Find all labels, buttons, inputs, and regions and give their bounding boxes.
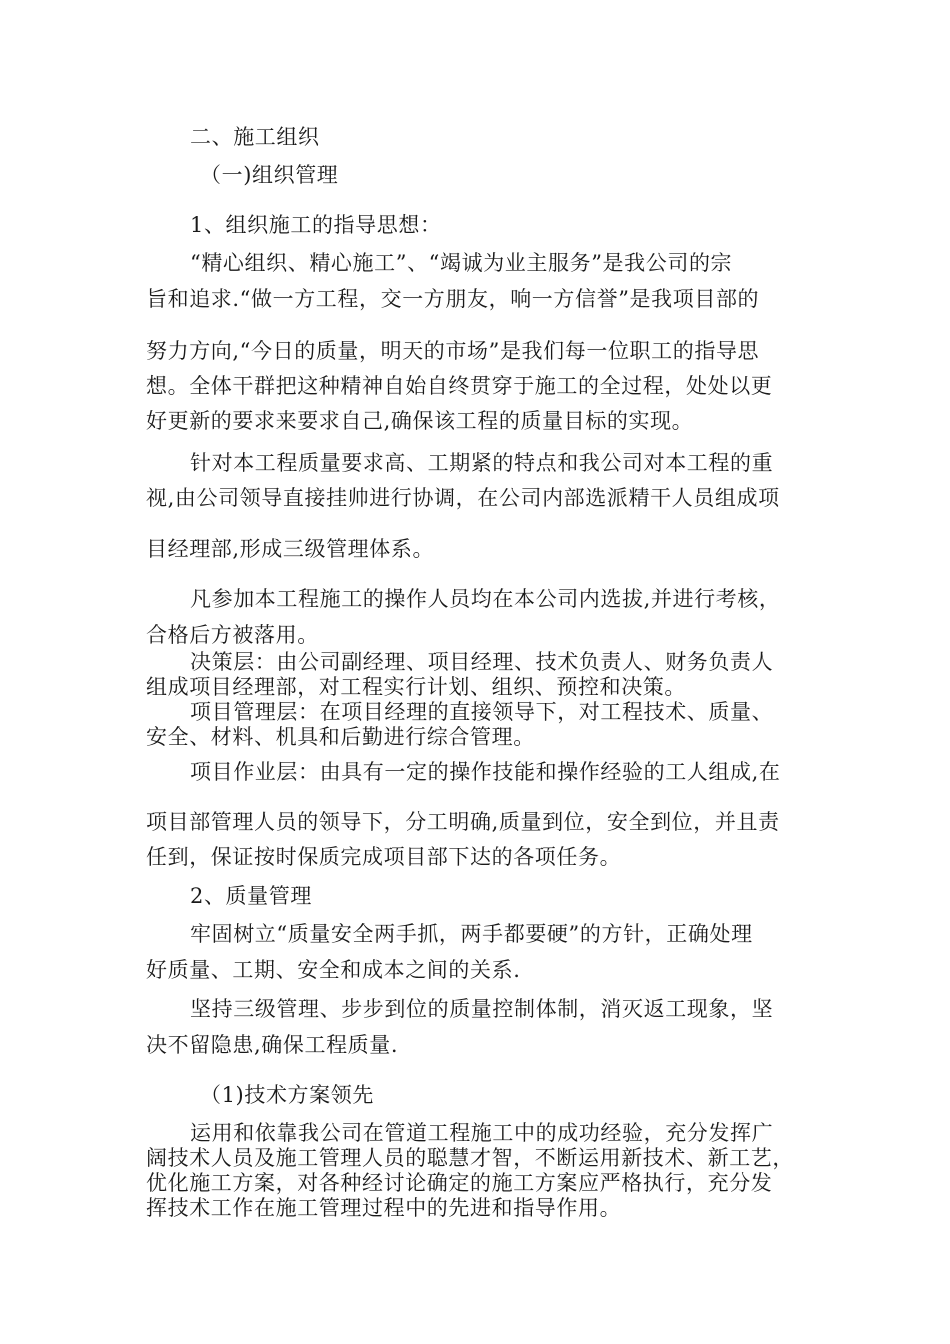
paragraph-line: 目经理部,形成三级管理体系。 bbox=[146, 537, 435, 561]
paragraph-line: 决不留隐患,确保工程质量. bbox=[146, 1033, 399, 1057]
paragraph-line: 牢固树立“质量安全两手抓，两手都要硬”的方针，正确处理 bbox=[190, 922, 753, 946]
subsection-title-tech: （1)技术方案领先 bbox=[200, 1083, 374, 1107]
paragraph-line: 针对本工程质量要求高、工期紧的特点和我公司对本工程的重 bbox=[190, 451, 774, 475]
section-title-guiding-idea: 1、组织施工的指导思想： bbox=[190, 213, 442, 237]
paragraph-line: 好质量、工期、安全和成本之间的关系. bbox=[146, 958, 521, 982]
paragraph-line: 决策层：由公司副经理、项目经理、技术负责人、财务负责人 bbox=[190, 650, 774, 674]
section-heading: 二、施工组织 bbox=[190, 125, 320, 149]
paragraph-line: 安全、材料、机具和后勤进行综合管理。 bbox=[146, 725, 535, 749]
section-title-quality: 2、质量管理 bbox=[190, 884, 312, 908]
paragraph-line: 视,由公司领导直接挂帅进行协调，在公司内部选派精干人员组成项 bbox=[146, 486, 780, 510]
paragraph-line: 想。全体干群把这种精神自始自终贯穿于施工的全过程，处处以更 bbox=[146, 374, 773, 398]
paragraph-line: 旨和追求.“做一方工程，交一方朋友，响一方信誉”是我项目部的 bbox=[146, 287, 760, 311]
subsection-heading: （一)组织管理 bbox=[200, 163, 339, 187]
paragraph-line: 好更新的要求来要求自己,确保该工程的质量目标的实现。 bbox=[146, 409, 694, 433]
paragraph-line: 努力方向,“今日的质量，明天的市场”是我们每一位职工的指导思 bbox=[146, 339, 760, 363]
paragraph-line: 挥技术工作在施工管理过程中的先进和指导作用。 bbox=[146, 1196, 622, 1220]
paragraph-line: 优化施工方案，对各种经讨论确定的施工方案应严格执行，充分发 bbox=[146, 1171, 773, 1195]
paragraph-line: 阔技术人员及施工管理人员的聪慧才智，不断运用新技术、新工艺， bbox=[146, 1146, 794, 1170]
paragraph-line: 项目部管理人员的领导下，分工明确,质量到位，安全到位，并且责 bbox=[146, 810, 780, 834]
paragraph-line: 任到，保证按时保质完成项目部下达的各项任务。 bbox=[146, 845, 622, 869]
paragraph-line: 凡参加本工程施工的操作人员均在本公司内选拔,并进行考核， bbox=[190, 587, 781, 611]
paragraph-line: “精心组织、精心施工”、“竭诚为业主服务”是我公司的宗 bbox=[190, 251, 733, 275]
paragraph-line: 项目管理层：在项目经理的直接领导下，对工程技术、质量、 bbox=[190, 700, 774, 724]
paragraph-line: 组成项目经理部，对工程实行计划、组织、预控和决策。 bbox=[146, 675, 686, 699]
paragraph-line: 合格后方被落用。 bbox=[146, 623, 319, 647]
paragraph-line: 项目作业层：由具有一定的操作技能和操作经验的工人组成,在 bbox=[190, 760, 781, 784]
paragraph-line: 运用和依靠我公司在管道工程施工中的成功经验，充分发挥广 bbox=[190, 1121, 774, 1145]
paragraph-line: 坚持三级管理、步步到位的质量控制体制，消灭返工现象，坚 bbox=[190, 997, 774, 1021]
